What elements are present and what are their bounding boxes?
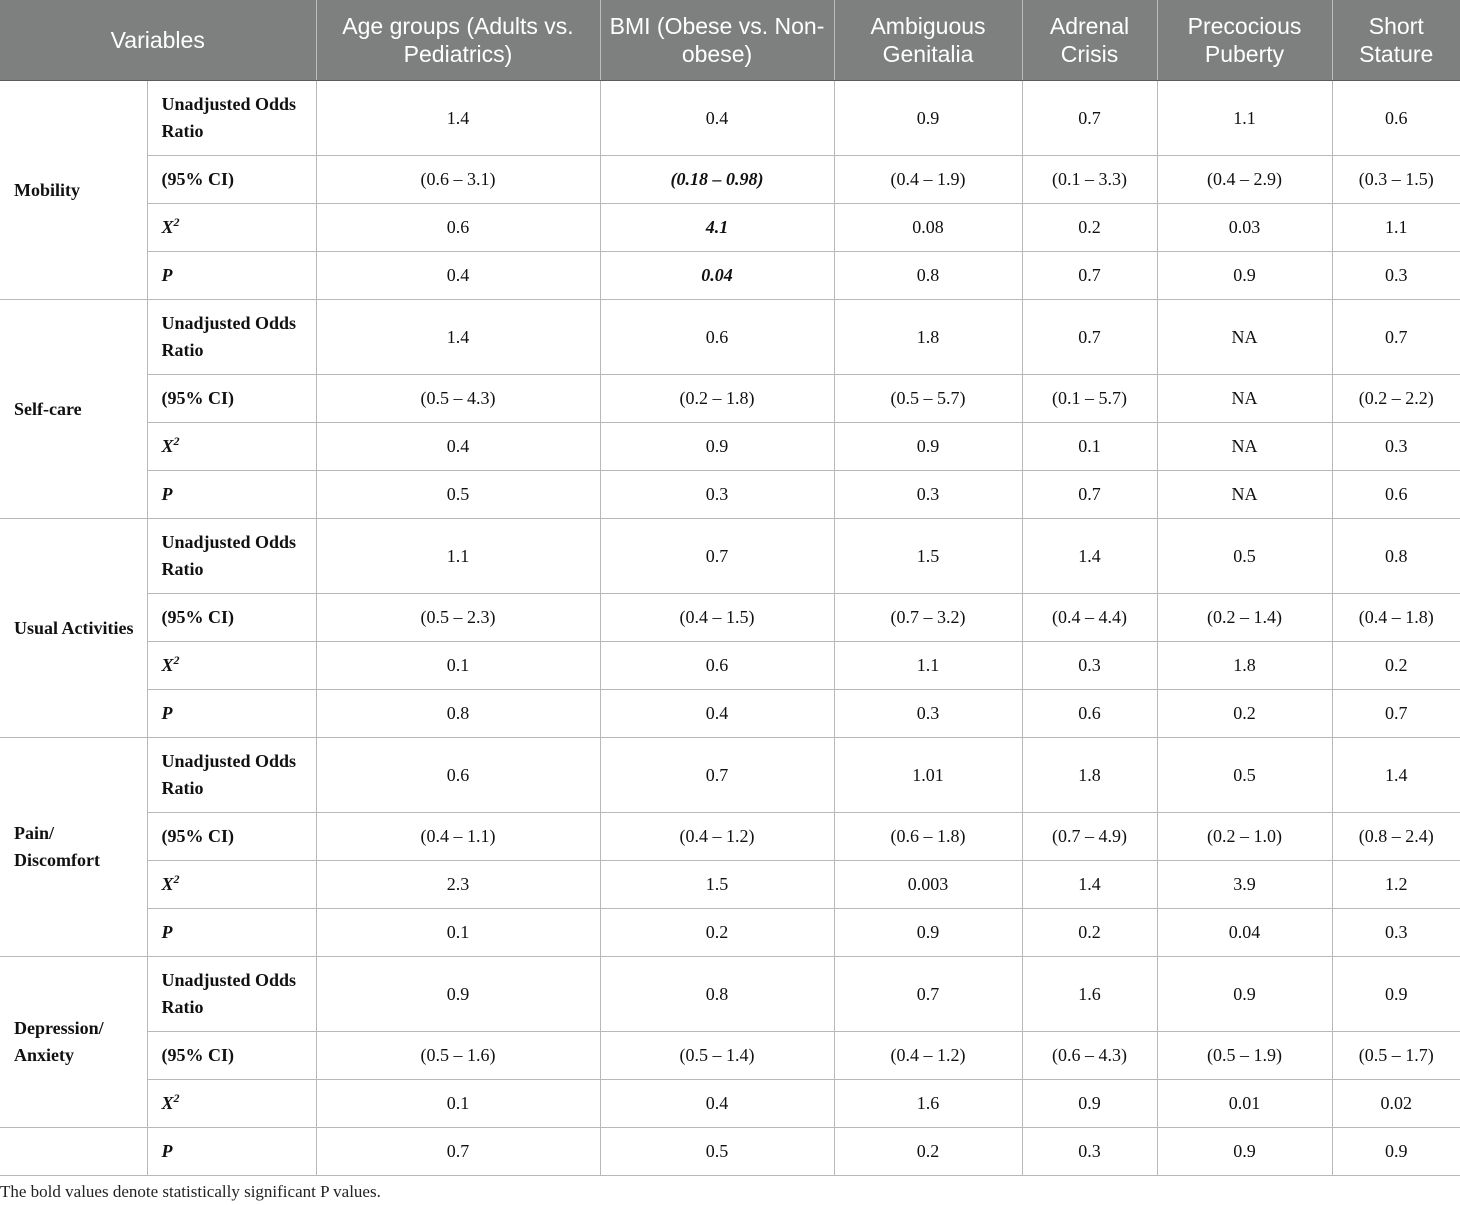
value-cell: 0.003 [834, 861, 1022, 909]
value-cell: (0.5 – 1.6) [316, 1032, 600, 1080]
chi-square-superscript: 2 [173, 653, 180, 667]
stat-label-x2 [147, 204, 316, 252]
value-cell: NA [1157, 375, 1332, 423]
value-cell: 0.2 [600, 909, 834, 957]
table-body [0, 81, 1460, 1176]
value-cell: NA [1157, 423, 1332, 471]
chi-square-superscript: 2 [173, 1091, 180, 1105]
value-cell: 0.04 [1157, 909, 1332, 957]
value-cell: 1.4 [1332, 738, 1460, 813]
value-cell: 1.2 [1332, 861, 1460, 909]
value-cell: 1.4 [1022, 861, 1157, 909]
value-cell: 0.4 [316, 252, 600, 300]
table-row [0, 642, 1460, 690]
value-cell: 0.9 [834, 909, 1022, 957]
value-cell: 0.02 [1332, 1080, 1460, 1128]
value-cell: (0.5 – 1.4) [600, 1032, 834, 1080]
value-cell: 1.4 [316, 300, 600, 375]
table-row [0, 81, 1460, 156]
value-cell: 0.9 [1332, 957, 1460, 1032]
value-cell: (0.4 – 1.9) [834, 156, 1022, 204]
value-cell: 0.4 [600, 81, 834, 156]
stat-label-p: P [147, 909, 316, 957]
value-cell: 0.7 [600, 519, 834, 594]
table-row [0, 204, 1460, 252]
value-cell: 0.9 [834, 81, 1022, 156]
value-cell: 0.5 [1157, 519, 1332, 594]
value-cell: 0.8 [834, 252, 1022, 300]
table-row [0, 471, 1460, 519]
value-cell: 0.4 [600, 690, 834, 738]
value-cell: 0.8 [600, 957, 834, 1032]
value-cell: 0.4 [600, 1080, 834, 1128]
value-cell: 1.1 [834, 642, 1022, 690]
table-row [0, 594, 1460, 642]
table-row [0, 909, 1460, 957]
value-cell: 1.01 [834, 738, 1022, 813]
stat-label-p: P [147, 471, 316, 519]
value-cell: 0.3 [1022, 1128, 1157, 1176]
stat-label-p: P [147, 1128, 316, 1176]
header-precocious-puberty: Precocious Puberty [1157, 0, 1332, 81]
value-cell: (0.7 – 3.2) [834, 594, 1022, 642]
value-cell: 0.9 [600, 423, 834, 471]
table-row [0, 957, 1460, 1032]
group-label: Self-care [0, 300, 147, 519]
value-cell: 1.6 [1022, 957, 1157, 1032]
value-cell: (0.3 – 1.5) [1332, 156, 1460, 204]
value-cell: 1.1 [1157, 81, 1332, 156]
value-cell: (0.2 – 1.8) [600, 375, 834, 423]
table-row [0, 423, 1460, 471]
value-cell: 1.8 [1022, 738, 1157, 813]
value-cell: 0.1 [316, 642, 600, 690]
value-cell: 1.5 [834, 519, 1022, 594]
chi-square-superscript: 2 [173, 434, 180, 448]
stat-label-or: Unadjusted Odds Ratio [147, 738, 316, 813]
table-row [0, 375, 1460, 423]
value-cell: (0.1 – 5.7) [1022, 375, 1157, 423]
value-cell: (0.18 – 0.98) [600, 156, 834, 204]
header-variables: Variables [0, 0, 316, 81]
value-cell: 0.1 [316, 909, 600, 957]
stat-label-or: Unadjusted Odds Ratio [147, 300, 316, 375]
value-cell: 0.8 [316, 690, 600, 738]
value-cell: (0.4 – 2.9) [1157, 156, 1332, 204]
value-cell: 0.3 [600, 471, 834, 519]
stat-label-p: P [147, 252, 316, 300]
value-cell: 0.7 [1022, 252, 1157, 300]
value-cell: 4.1 [600, 204, 834, 252]
value-cell: 1.1 [1332, 204, 1460, 252]
value-cell: (0.5 – 4.3) [316, 375, 600, 423]
stat-label-x2 [147, 423, 316, 471]
stat-label-ci: (95% CI) [147, 813, 316, 861]
value-cell: 0.7 [1022, 471, 1157, 519]
value-cell: 0.3 [1332, 252, 1460, 300]
table-footnote: The bold values denote statistically significant P values. [0, 1182, 381, 1201]
value-cell: (0.7 – 4.9) [1022, 813, 1157, 861]
value-cell: 0.2 [1022, 909, 1157, 957]
group-label: Mobility [0, 81, 147, 300]
header-age-groups: Age groups (Adults vs. Pediatrics) [316, 0, 600, 81]
value-cell: NA [1157, 300, 1332, 375]
header-bmi: BMI (Obese vs. Non-obese) [600, 0, 834, 81]
value-cell: 0.9 [1157, 957, 1332, 1032]
value-cell: (0.5 – 1.9) [1157, 1032, 1332, 1080]
value-cell: (0.5 – 2.3) [316, 594, 600, 642]
table-row [0, 738, 1460, 813]
value-cell: 0.3 [834, 471, 1022, 519]
value-cell: 0.5 [600, 1128, 834, 1176]
value-cell: 0.6 [600, 642, 834, 690]
stat-label-ci: (95% CI) [147, 156, 316, 204]
stat-label-x2 [147, 861, 316, 909]
value-cell: 0.3 [1332, 909, 1460, 957]
value-cell: 0.7 [1332, 690, 1460, 738]
value-cell: (0.6 – 4.3) [1022, 1032, 1157, 1080]
value-cell: 1.6 [834, 1080, 1022, 1128]
stat-label-or: Unadjusted Odds Ratio [147, 519, 316, 594]
value-cell: 0.6 [1332, 81, 1460, 156]
stat-label-ci: (95% CI) [147, 1032, 316, 1080]
chi-square-symbol: X [161, 217, 174, 237]
table-row [0, 300, 1460, 375]
value-cell: 0.01 [1157, 1080, 1332, 1128]
header-adrenal-crisis: Adrenal Crisis [1022, 0, 1157, 81]
value-cell: (0.4 – 1.5) [600, 594, 834, 642]
value-cell: 1.1 [316, 519, 600, 594]
value-cell: 1.5 [600, 861, 834, 909]
table-row [0, 813, 1460, 861]
value-cell: (0.2 – 2.2) [1332, 375, 1460, 423]
value-cell: 0.6 [1332, 471, 1460, 519]
value-cell: 0.3 [834, 690, 1022, 738]
value-cell: 0.7 [834, 957, 1022, 1032]
value-cell: 0.2 [834, 1128, 1022, 1176]
value-cell: 1.4 [316, 81, 600, 156]
chi-square-symbol: X [161, 655, 174, 675]
table-row [0, 690, 1460, 738]
value-cell: 0.08 [834, 204, 1022, 252]
stat-label-or: Unadjusted Odds Ratio [147, 957, 316, 1032]
stat-label-p: P [147, 690, 316, 738]
value-cell: 1.8 [1157, 642, 1332, 690]
value-cell: 3.9 [1157, 861, 1332, 909]
value-cell: 0.8 [1332, 519, 1460, 594]
stat-label-x2 [147, 1080, 316, 1128]
value-cell: 0.7 [1332, 300, 1460, 375]
table-row [0, 519, 1460, 594]
value-cell: 0.03 [1157, 204, 1332, 252]
value-cell: 0.3 [1332, 423, 1460, 471]
value-cell: (0.6 – 1.8) [834, 813, 1022, 861]
value-cell: (0.2 – 1.0) [1157, 813, 1332, 861]
value-cell: 0.9 [834, 423, 1022, 471]
table-row [0, 156, 1460, 204]
value-cell: 0.2 [1157, 690, 1332, 738]
header-short-stature: Short Stature [1332, 0, 1460, 81]
table-row [0, 252, 1460, 300]
value-cell: (0.4 – 1.2) [600, 813, 834, 861]
stat-label-ci: (95% CI) [147, 594, 316, 642]
value-cell: 0.9 [1332, 1128, 1460, 1176]
value-cell: 0.9 [1157, 252, 1332, 300]
value-cell: (0.4 – 4.4) [1022, 594, 1157, 642]
value-cell: 0.3 [1022, 642, 1157, 690]
value-cell: 0.9 [1157, 1128, 1332, 1176]
table-row [0, 1128, 1460, 1176]
value-cell: 0.6 [316, 738, 600, 813]
value-cell: 0.1 [316, 1080, 600, 1128]
group-label: Depression/ Anxiety [0, 957, 147, 1128]
value-cell: 1.8 [834, 300, 1022, 375]
value-cell: 0.7 [316, 1128, 600, 1176]
value-cell: 0.6 [600, 300, 834, 375]
value-cell: 0.7 [1022, 81, 1157, 156]
stat-label-x2 [147, 642, 316, 690]
group-label-empty [0, 1128, 147, 1176]
value-cell: (0.1 – 3.3) [1022, 156, 1157, 204]
value-cell: (0.4 – 1.8) [1332, 594, 1460, 642]
value-cell: 0.1 [1022, 423, 1157, 471]
chi-square-superscript: 2 [173, 872, 180, 886]
chi-square-symbol: X [161, 436, 174, 456]
value-cell: 0.2 [1022, 204, 1157, 252]
header-row [0, 0, 1460, 81]
group-label: Pain/ Discomfort [0, 738, 147, 957]
value-cell: 0.2 [1332, 642, 1460, 690]
value-cell: 2.3 [316, 861, 600, 909]
group-label: Usual Activities [0, 519, 147, 738]
chi-square-symbol: X [161, 874, 174, 894]
value-cell: 0.6 [316, 204, 600, 252]
value-cell: (0.4 – 1.2) [834, 1032, 1022, 1080]
header-ambiguous-genitalia: Ambiguous Genitalia [834, 0, 1022, 81]
value-cell: 0.9 [316, 957, 600, 1032]
value-cell: (0.8 – 2.4) [1332, 813, 1460, 861]
value-cell: 0.6 [1022, 690, 1157, 738]
stat-label-ci: (95% CI) [147, 375, 316, 423]
value-cell: 0.7 [1022, 300, 1157, 375]
value-cell: (0.5 – 5.7) [834, 375, 1022, 423]
value-cell: 0.5 [1157, 738, 1332, 813]
stat-label-or: Unadjusted Odds Ratio [147, 81, 316, 156]
value-cell: 0.04 [600, 252, 834, 300]
value-cell: (0.4 – 1.1) [316, 813, 600, 861]
value-cell: 0.9 [1022, 1080, 1157, 1128]
value-cell: 0.7 [600, 738, 834, 813]
table-row [0, 1080, 1460, 1128]
value-cell: (0.2 – 1.4) [1157, 594, 1332, 642]
value-cell: NA [1157, 471, 1332, 519]
value-cell: 0.4 [316, 423, 600, 471]
value-cell: (0.6 – 3.1) [316, 156, 600, 204]
chi-square-symbol: X [161, 1093, 174, 1113]
value-cell: (0.5 – 1.7) [1332, 1032, 1460, 1080]
table-row [0, 861, 1460, 909]
table-row [0, 1032, 1460, 1080]
value-cell: 0.5 [316, 471, 600, 519]
chi-square-superscript: 2 [173, 215, 180, 229]
value-cell: 1.4 [1022, 519, 1157, 594]
